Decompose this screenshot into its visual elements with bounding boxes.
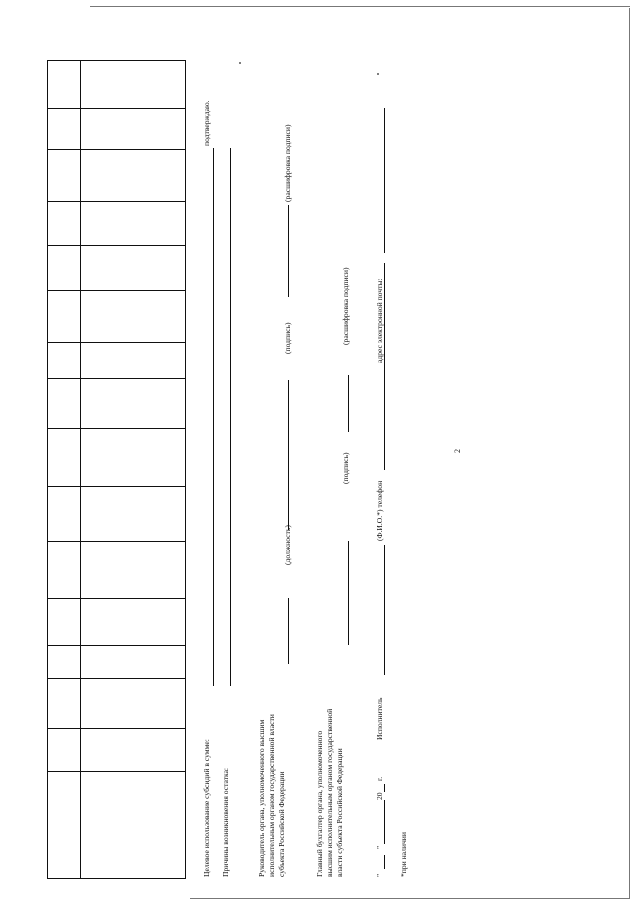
accountant-signature-line [348,541,349,645]
page-number: 2 [453,449,462,453]
head-label-line3: субъекта Российской Федерации [277,771,286,877]
table-row-divider [47,486,186,487]
email-line [384,108,385,253]
head-decode-line [288,205,289,297]
date-year-line [384,784,385,792]
executor-line [384,545,385,675]
table-row-divider [47,678,186,679]
accountant-label-line2: высшим исполнительным органом государственной [325,708,334,877]
table-row-divider [47,149,186,150]
table-row-divider [47,378,186,379]
table-row-divider [47,428,186,429]
scan-edge-bottom [190,898,630,899]
scan-edge-right [629,8,630,898]
table-row-divider [47,598,186,599]
table-row-divider [47,645,186,646]
footnote: *при наличии [399,832,408,877]
head-decode-caption: (расшифровка подписи) [283,124,292,202]
date-day-line [384,855,385,869]
scan-speck [239,62,241,64]
date-quote-open: " [375,873,384,877]
date-month-line [384,800,385,844]
table-row-divider [47,290,186,291]
table-row-divider [47,201,186,202]
date-year-suffix: г. [375,776,384,781]
empty-table [47,60,186,879]
confirmed-label: подтверждаю. [202,100,211,146]
target-use-label: Целевое использование субсидий в сумме: [202,739,211,877]
date-quote-close: " [375,845,384,849]
head-label-line2: исполнительным органом государственной власти [267,714,276,877]
head-signature-caption: (подпись) [283,322,292,354]
executor-label: Исполнитель [375,697,384,740]
position-line [288,598,289,664]
reasons-label: Причины возникновения остатка: [221,767,230,877]
date-year-prefix: 20 [375,792,384,800]
table-row-divider [47,728,186,729]
accountant-label-line3: власти субъекта Российской Федерации [335,748,344,877]
email-label: адрес электронной почты: [375,278,384,363]
scan-edge-top [90,6,630,7]
accountant-decode-caption: (расшифровка подписи) [341,267,350,345]
fio-phone-label: (Ф.И.О.*) телефон [375,480,384,541]
position-caption: (должность) [283,525,292,565]
table-row-divider [47,342,186,343]
table-row-divider [47,541,186,542]
head-signature-line [288,380,289,530]
head-label-line1: Руководитель органа, уполномоченного высшим [257,719,266,877]
reasons-line [230,148,231,686]
table-column-divider [80,60,81,879]
table-row-divider [47,245,186,246]
table-row-divider [47,108,186,109]
amount-line [213,148,214,686]
accountant-decode-line [348,375,349,432]
table-row-divider [47,771,186,772]
scan-speck [377,73,379,75]
accountant-signature-caption: (подпись) [341,452,350,484]
accountant-label-line1: Главный бухгалтер органа, уполномоченного [315,730,324,877]
